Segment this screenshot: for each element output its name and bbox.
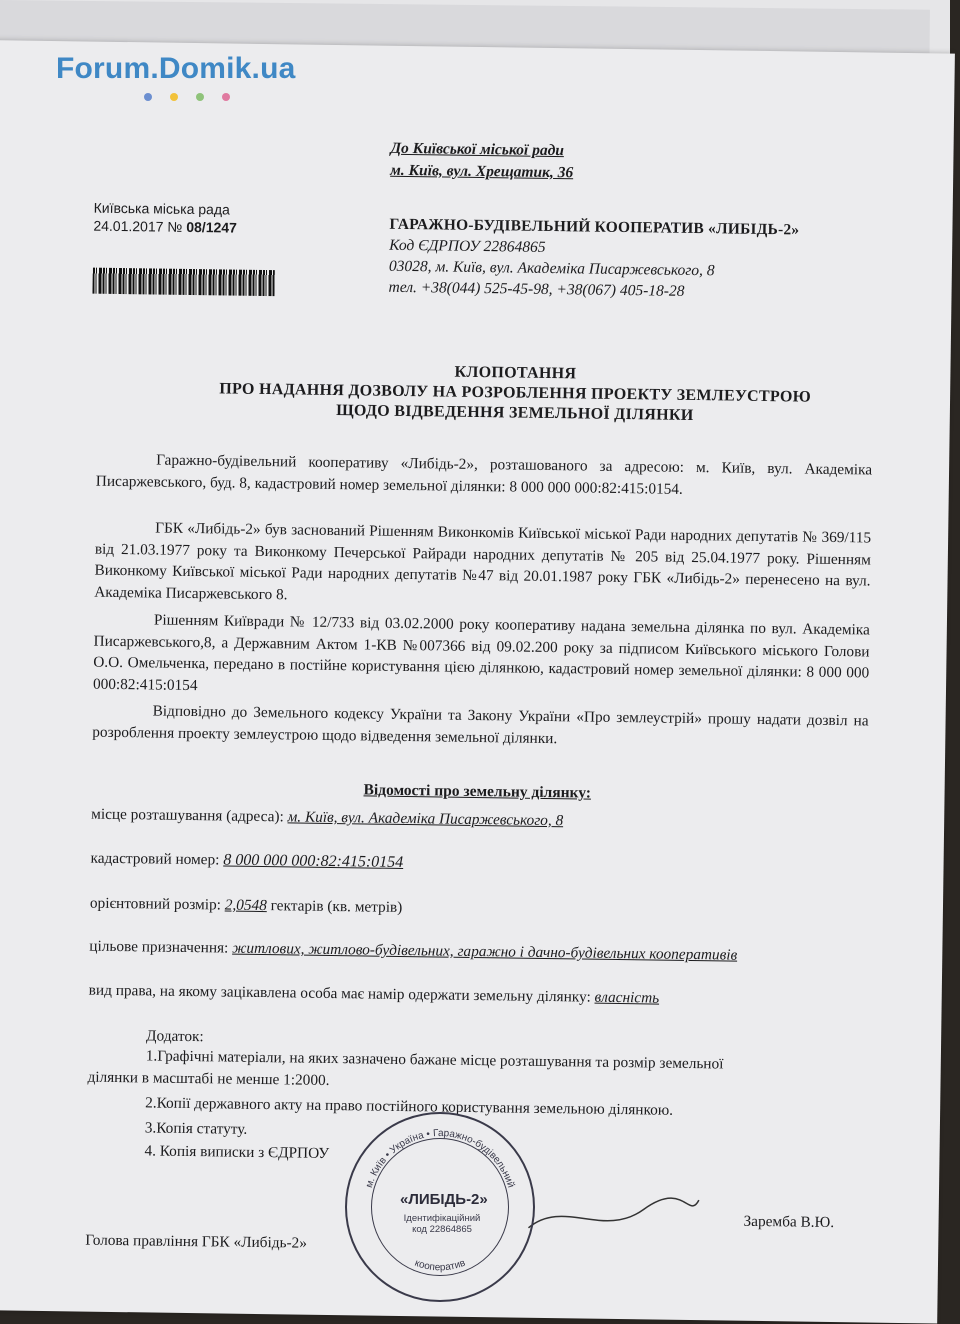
official-stamp	[345, 1112, 535, 1302]
right-label: вид права, на якому зацікавлена особа має намір одержати земельну ділянку:	[88, 981, 591, 1006]
dot-4	[222, 93, 230, 101]
dot-2	[170, 93, 178, 101]
sender-code: Код ЄДРПОУ 22864865	[389, 236, 546, 256]
sender-phones: тел. +38(044) 525-45-98, +38(067) 405-18-28	[388, 278, 685, 300]
title-line-3: ЩОДО ВІДВЕДЕННЯ ЗЕМЕЛЬНОЇ ДІЛЯНКИ	[336, 402, 694, 424]
sender-address: 03028, м. Київ, вул. Академіка Писаржевського, 8	[388, 257, 715, 280]
field-location	[91, 806, 563, 831]
appendix-item-3: 3.Копія статуту.	[144, 1119, 248, 1138]
field-purpose	[89, 938, 737, 965]
registration-number-label: №	[167, 218, 183, 235]
stamp-id	[394, 1213, 490, 1235]
field-right	[89, 982, 660, 1008]
appendix-heading: Додаток:	[145, 1027, 204, 1046]
appendix-item-1: 1.Графічні матеріали, на яких зазначено бажане місце розташування та розмір земельної	[145, 1047, 724, 1073]
paragraph-3-text: Рішенням Київради № 12/733 від 03.02.2000 року кооперативу надана земельна ділянка по вул. Академіка Писаржевського,8, а Державним Актом 1-КВ №007366 від 09.02.200 року за підписом Київського міського Голови О.О. Омельченка, передано в постійне користування цією ділянкою, кадастровий номер земельної ділянки: 8 000 000 000:82:415:0154	[92, 611, 870, 694]
field-size	[90, 895, 403, 917]
size-unit: гектарів (кв. метрів)	[270, 897, 403, 916]
cadastral-label: кадастровий номер:	[90, 849, 220, 869]
purpose-value: житлових, житлово-будівельних, гаражно і дачно-будівельних кооперативів	[232, 939, 738, 964]
land-info-heading: Відомості про земельну ділянку:	[363, 781, 592, 802]
addressee-line-2: м. Київ, вул. Хрещатик, 36	[390, 161, 574, 182]
appendix-item-1-cont: ділянки в масштабі не менше 1:2000.	[87, 1068, 330, 1089]
barcode	[92, 268, 274, 297]
location-label: місце розташування (адреса):	[91, 805, 284, 826]
title-line-2: ПРО НАДАННЯ ДОЗВОЛУ НА РОЗРОБЛЕННЯ ПРОЕКТУ ЗЕМЛЕУСТРОЮ	[219, 380, 812, 406]
signature-left: Голова правління ГБК «Либідь-2»	[85, 1231, 308, 1252]
stamp-arc-top: м. Київ • Україна • Гаражно-будівельний	[363, 1128, 517, 1190]
stamp-center-text: «ЛИБІДЬ-2»	[400, 1191, 488, 1208]
sender-name: ГАРАЖНО-БУДІВЕЛЬНИЙ КООПЕРАТИВ «ЛИБІДЬ-2»	[389, 215, 800, 239]
addressee-line-1: До Київської міської ради	[390, 139, 565, 160]
purpose-label: цільове призначення:	[89, 937, 229, 957]
paragraph-4-text: Відповідно до Земельного кодексу України та Закону України «Про землеустрій» прошу надати дозвіл на розроблення проекту землеустрою щодо відведення земельної ділянки.	[92, 702, 869, 747]
stamp-inner-ring	[371, 1138, 509, 1276]
location-value: м. Київ, вул. Академіка Писаржевського, 8	[287, 808, 564, 830]
size-value: 2,0548	[224, 896, 267, 915]
paragraph-4	[92, 700, 869, 754]
indent	[94, 624, 154, 625]
document-title	[125, 358, 906, 429]
stamp-id-line-1: Ідентифікаційний	[403, 1213, 481, 1224]
title-line-1: КЛОПОТАННЯ	[454, 363, 577, 383]
paragraph-3	[93, 609, 870, 706]
dot-1	[144, 93, 152, 101]
indent	[93, 715, 153, 716]
paragraph-2-text: ГБК «Либідь-2» був заснований Рішенням Виконкомів Київської міської Ради народних депутатів № 369/115 від 21.03.1977 року та Виконкому Печерської Райради народних депутатів № 205 від 25.04.1977 року. Рішенням Виконкому Київської міської Ради народних депутатів №47 від 20.01.1987 року ГБК «Либідь-2» перенесено на вул. Академіка Писаржевського 8.	[94, 519, 872, 603]
paragraph-1-text: Гаражно-будівельний кооперативу «Либідь-2», розташованого за адресою: м. Київ, вул. Академіка Писаржевського, буд. 8, кадастровий номер земельної ділянки: 8 000 000 000:82:415:0154.	[95, 451, 873, 498]
indent	[96, 464, 156, 465]
stamp-id-line-2: код 22864865	[412, 1224, 472, 1235]
signature-right: Заремба В.Ю.	[743, 1212, 835, 1232]
appendix-item-4: 4. Копія виписки з ЄДРПОУ	[144, 1142, 330, 1162]
stamp-arc-bottom: кооператив	[413, 1257, 467, 1274]
dot-3	[196, 93, 204, 101]
registration-number: 08/1247	[186, 218, 238, 236]
cadastral-value: 8 000 000 000:82:415:0154	[223, 851, 404, 871]
size-label: орієнтовний розмір:	[89, 894, 222, 914]
signature-scribble	[523, 1188, 704, 1251]
field-cadastral	[90, 850, 403, 872]
watermark-dots	[144, 88, 248, 106]
watermark-logo[interactable]: Forum.Domik.ua	[56, 52, 296, 85]
registration-line	[93, 218, 237, 237]
paragraph-2	[94, 517, 871, 614]
registration-org: Київська міська рада	[93, 199, 230, 218]
appendix-item-2: 2.Копії державного акту на право постійного користування земельною ділянкою.	[145, 1094, 674, 1119]
paragraph-1	[96, 449, 873, 503]
registration-date: 24.01.2017	[93, 217, 164, 235]
right-value: власність	[594, 988, 660, 1007]
indent	[95, 532, 155, 533]
